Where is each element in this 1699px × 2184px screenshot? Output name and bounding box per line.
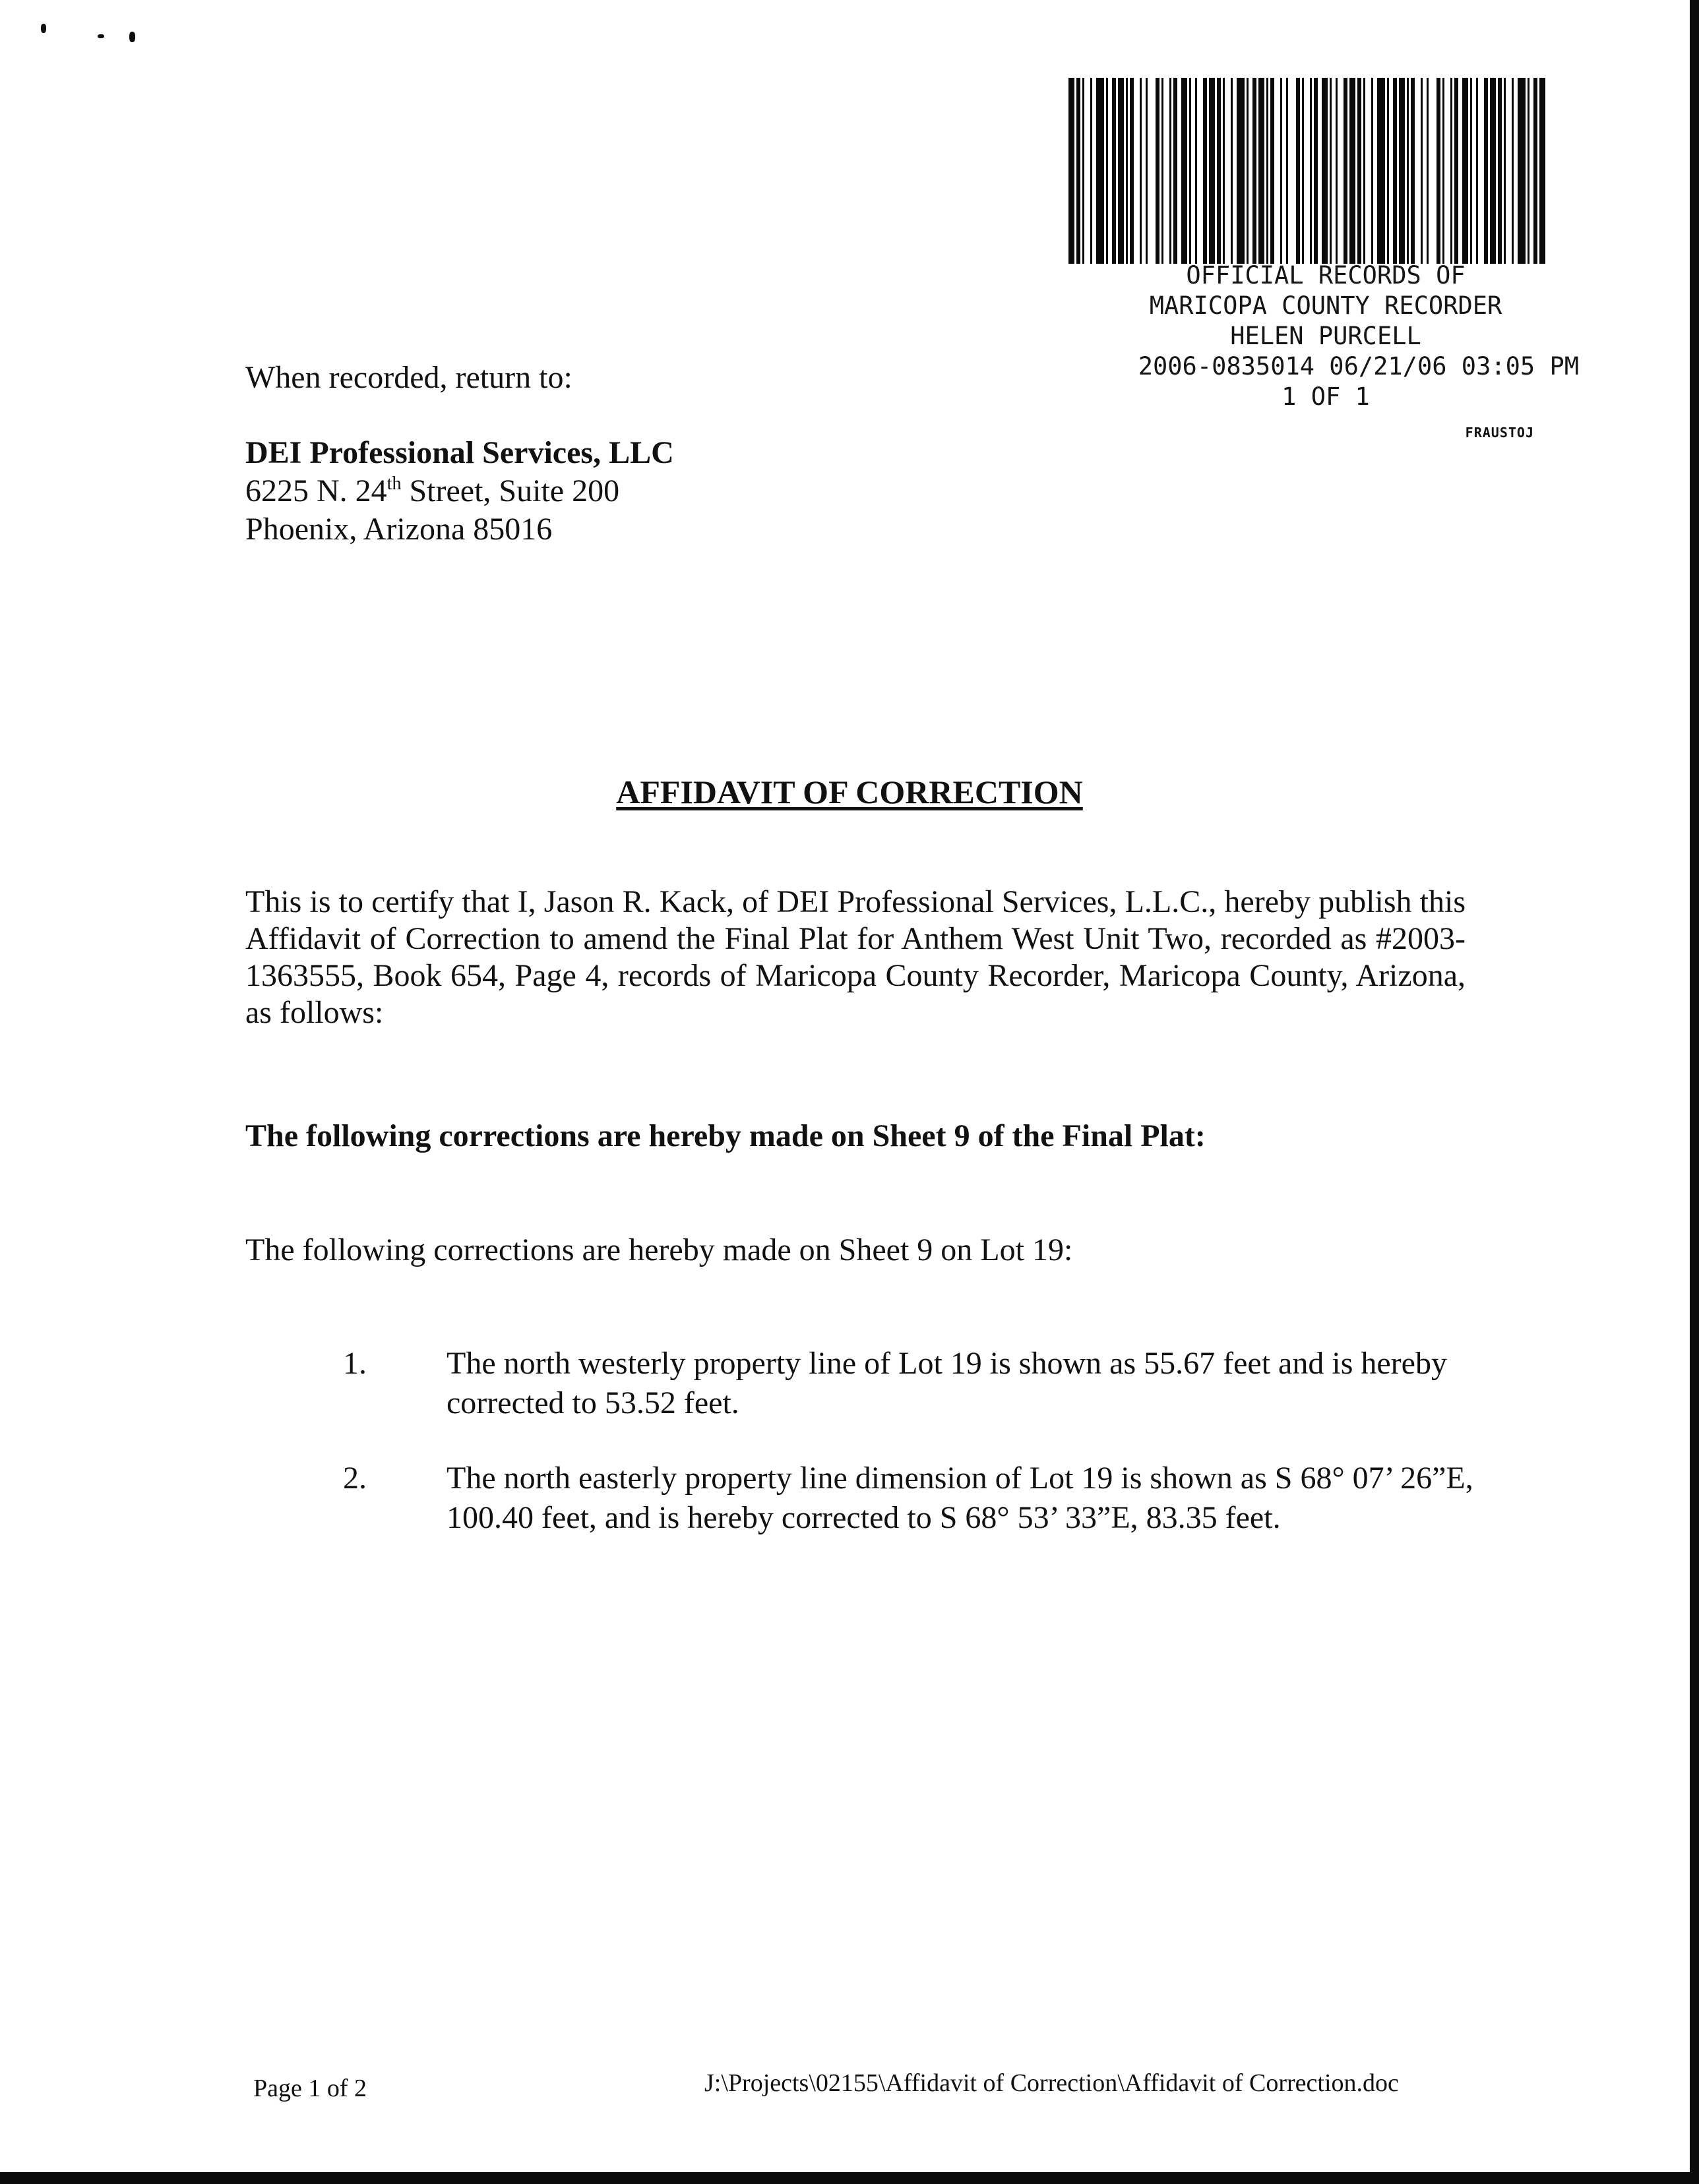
document-title: AFFIDAVIT OF CORRECTION: [616, 774, 1083, 810]
corrections-heading: The following corrections are hereby made on Sheet 9 of the Final Plat:: [245, 1118, 1206, 1153]
corrections-subtext: The following corrections are hereby made on Sheet 9 on Lot 19:: [245, 1232, 1073, 1267]
return-to-label: When recorded, return to:: [245, 360, 572, 395]
scan-speck: [41, 24, 46, 33]
return-company-name: DEI Professional Services, LLC: [245, 435, 674, 470]
intro-paragraph: This is to certify that I, Jason R. Kack, of DEI Professional Services, L.L.C., hereby publish this Affidavit of Correction to amend the Final Plat for Anthem West Unit Two, recorded as #2003-1363555, Book 654, Page 4, records of Maricopa County Recorder, Maricopa County, Arizona, as follows:: [245, 884, 1466, 1030]
stamp-line-3: HELEN PURCELL: [1230, 322, 1421, 350]
scan-border-bottom: [0, 2172, 1699, 2184]
correction-number: 2.: [343, 1461, 367, 1496]
stamp-clerk: FRAUSTOJ: [1465, 425, 1534, 440]
stamp-record-number: 2006-0835014 06/21/06 03:05 PM: [1138, 352, 1579, 380]
correction-text: The north westerly property line of Lot 19 is shown as 55.67 feet and is hereby corrected to 53.52 feet.: [447, 1346, 1447, 1420]
stamp-line-2: MARICOPA COUNTY RECORDER: [1149, 291, 1502, 320]
footer-page-number: Page 1 of 2: [253, 2075, 367, 2102]
return-city: Phoenix, Arizona 85016: [245, 512, 553, 547]
correction-text: The north easterly property line dimension of Lot 19 is shown as S 68° 07’ 26”E, 100.40 feet, and is hereby corrected to S 68° 53’ 33”E, 83.35 feet.: [447, 1461, 1473, 1535]
recorder-barcode: [1065, 78, 1549, 264]
return-street: [245, 472, 674, 510]
stamp-page-count: 1 OF 1: [1282, 382, 1370, 411]
scan-speck: [98, 34, 104, 38]
scan-speck: [129, 32, 135, 42]
stamp-line-1: OFFICIAL RECORDS OF: [1186, 261, 1466, 289]
street-suffix: th: [386, 473, 402, 494]
scan-border-right: [1690, 0, 1699, 2184]
street-rest: Street, Suite 200: [401, 473, 620, 508]
correction-number: 1.: [343, 1346, 367, 1381]
return-address: [245, 434, 674, 549]
barcode-icon: [1065, 78, 1549, 264]
street-number: 6225 N. 24: [245, 473, 387, 508]
footer-file-path: J:\Projects\02155\Affidavit of Correction\Affidavit of Correction.doc: [704, 2069, 1399, 2097]
